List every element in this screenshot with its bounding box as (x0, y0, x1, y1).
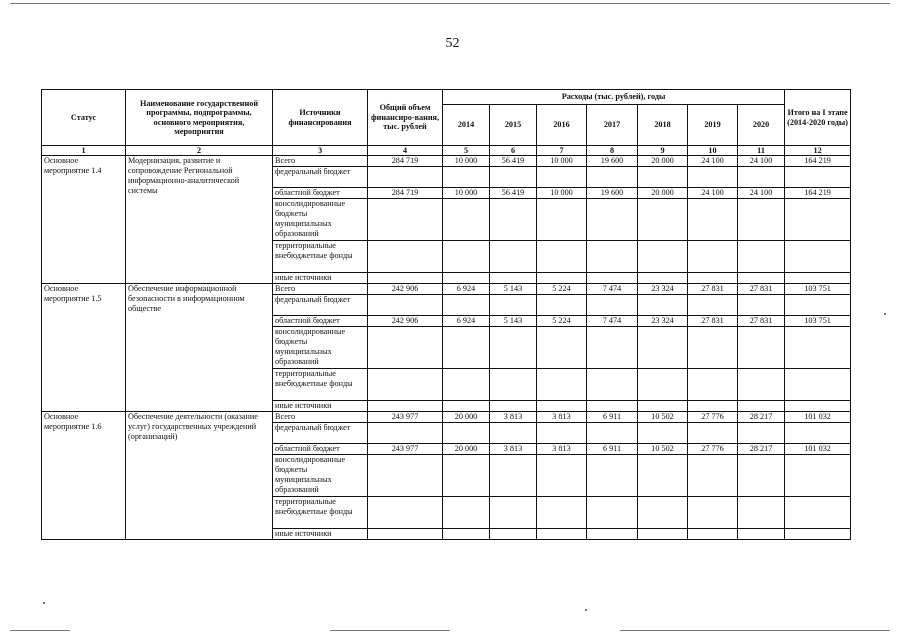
value-cell (537, 327, 587, 369)
value-cell: 27 776 (688, 412, 738, 423)
value-cell (688, 273, 738, 284)
value-cell (537, 167, 587, 188)
value-cell (738, 327, 785, 369)
value-cell (688, 369, 738, 401)
table-row (42, 284, 851, 295)
header-expenses: Расходы (тыс. рублей), годы (443, 90, 785, 105)
value-cell (587, 327, 638, 369)
value-cell (638, 369, 688, 401)
source-label: Всего (273, 284, 368, 295)
value-cell: 27 831 (688, 316, 738, 327)
value-cell (738, 401, 785, 412)
value-cell (738, 241, 785, 273)
value-cell (537, 529, 587, 540)
source-label: областной бюджет (273, 444, 368, 455)
value-cell: 101 032 (785, 444, 851, 455)
scan-speck (884, 313, 886, 315)
value-cell (537, 369, 587, 401)
value-cell (638, 273, 688, 284)
measure-status: Основное мероприятие 1.4 (42, 156, 126, 284)
value-cell (368, 295, 443, 316)
value-cell: 10 000 (443, 188, 490, 199)
column-number-row (42, 146, 851, 156)
value-cell (688, 199, 738, 241)
value-cell (368, 423, 443, 444)
source-label: областной бюджет (273, 316, 368, 327)
value-cell: 20 000 (638, 156, 688, 167)
header-name: Наименование государственной программы, подпрограммы, основного мероприятия, мероприятия (126, 90, 273, 146)
value-cell (537, 455, 587, 497)
value-cell (368, 241, 443, 273)
value-cell (587, 295, 638, 316)
value-cell: 27 831 (738, 316, 785, 327)
value-cell: 10 502 (638, 412, 688, 423)
column-number: 2 (126, 146, 273, 156)
value-cell: 3 813 (490, 444, 537, 455)
header-total-volume: Общий объем финансиро-вания, тыс. рублей (368, 90, 443, 146)
value-cell: 243 977 (368, 444, 443, 455)
value-cell (785, 295, 851, 316)
value-cell (490, 369, 537, 401)
value-cell (688, 241, 738, 273)
value-cell: 6 911 (587, 412, 638, 423)
bottom-scan-rule-left (10, 630, 70, 631)
value-cell (688, 497, 738, 529)
measure-name: Обеспечение деятельности (оказание услуг) государственных учреждений (организаций) (126, 412, 273, 540)
value-cell: 20 000 (638, 188, 688, 199)
source-label: областной бюджет (273, 188, 368, 199)
value-cell (587, 455, 638, 497)
value-cell (638, 401, 688, 412)
value-cell: 243 977 (368, 412, 443, 423)
value-cell (587, 167, 638, 188)
value-cell (638, 199, 688, 241)
value-cell (368, 455, 443, 497)
value-cell (587, 423, 638, 444)
column-number: 7 (537, 146, 587, 156)
scan-speck (585, 609, 587, 611)
value-cell: 284 719 (368, 156, 443, 167)
value-cell: 164 219 (785, 188, 851, 199)
value-cell (785, 529, 851, 540)
source-label: консолидированные бюджеты муниципальных образований (273, 455, 368, 497)
budget-table (41, 89, 851, 540)
measure-status: Основное мероприятие 1.6 (42, 412, 126, 540)
value-cell: 27 776 (688, 444, 738, 455)
value-cell (537, 295, 587, 316)
value-cell: 6 924 (443, 284, 490, 295)
value-cell: 284 719 (368, 188, 443, 199)
value-cell: 7 474 (587, 316, 638, 327)
header-sources: Источники финансирования (273, 90, 368, 146)
value-cell (688, 423, 738, 444)
value-cell (443, 167, 490, 188)
header-year: 2019 (688, 105, 738, 146)
value-cell (738, 167, 785, 188)
value-cell (443, 273, 490, 284)
value-cell (443, 497, 490, 529)
column-number: 1 (42, 146, 126, 156)
value-cell (638, 167, 688, 188)
value-cell (785, 273, 851, 284)
value-cell (537, 273, 587, 284)
source-label: территориальные внебюджетные фонды (273, 241, 368, 273)
table-row (42, 412, 851, 423)
value-cell: 10 000 (537, 156, 587, 167)
value-cell: 10 502 (638, 444, 688, 455)
value-cell (490, 167, 537, 188)
value-cell (738, 199, 785, 241)
value-cell (587, 529, 638, 540)
value-cell (738, 455, 785, 497)
value-cell (368, 167, 443, 188)
value-cell (490, 199, 537, 241)
column-number: 4 (368, 146, 443, 156)
bottom-scan-rule-mid (330, 630, 450, 631)
value-cell: 23 324 (638, 284, 688, 295)
source-label: иные источники (273, 273, 368, 284)
value-cell (368, 529, 443, 540)
value-cell (738, 423, 785, 444)
value-cell (638, 327, 688, 369)
value-cell: 7 474 (587, 284, 638, 295)
source-label: консолидированные бюджеты муниципальных образований (273, 327, 368, 369)
header-itogo: Итого на I этапе (2014-2020 годы) (785, 90, 851, 146)
value-cell (738, 369, 785, 401)
value-cell: 6 911 (587, 444, 638, 455)
value-cell: 164 219 (785, 156, 851, 167)
value-cell: 28 217 (738, 412, 785, 423)
value-cell (688, 295, 738, 316)
source-label: иные источники (273, 529, 368, 540)
value-cell (587, 199, 638, 241)
value-cell (638, 497, 688, 529)
value-cell (587, 497, 638, 529)
value-cell (443, 241, 490, 273)
value-cell (688, 327, 738, 369)
value-cell (638, 423, 688, 444)
column-number: 3 (273, 146, 368, 156)
value-cell (738, 295, 785, 316)
value-cell: 56 419 (490, 156, 537, 167)
value-cell (738, 273, 785, 284)
value-cell (785, 167, 851, 188)
value-cell (443, 529, 490, 540)
value-cell (638, 241, 688, 273)
bottom-scan-rule-right (620, 630, 890, 631)
value-cell: 24 100 (738, 188, 785, 199)
value-cell (490, 401, 537, 412)
value-cell (738, 529, 785, 540)
value-cell: 27 831 (738, 284, 785, 295)
value-cell: 103 751 (785, 284, 851, 295)
value-cell (368, 199, 443, 241)
value-cell: 24 100 (688, 188, 738, 199)
value-cell (490, 423, 537, 444)
source-label: федеральный бюджет (273, 167, 368, 188)
value-cell: 3 813 (490, 412, 537, 423)
value-cell (688, 529, 738, 540)
value-cell (443, 327, 490, 369)
value-cell: 24 100 (738, 156, 785, 167)
value-cell (738, 497, 785, 529)
value-cell (537, 241, 587, 273)
value-cell: 24 100 (688, 156, 738, 167)
value-cell: 5 143 (490, 316, 537, 327)
header-status: Статус (42, 90, 126, 146)
value-cell (443, 401, 490, 412)
value-cell (443, 369, 490, 401)
value-cell (368, 273, 443, 284)
value-cell (537, 401, 587, 412)
source-label: территориальные внебюджетные фонды (273, 497, 368, 529)
header-year: 2015 (490, 105, 537, 146)
value-cell: 10 000 (537, 188, 587, 199)
value-cell (785, 497, 851, 529)
value-cell: 19 600 (587, 156, 638, 167)
source-label: Всего (273, 412, 368, 423)
value-cell (587, 401, 638, 412)
header-year: 2016 (537, 105, 587, 146)
value-cell (785, 423, 851, 444)
header-year: 2017 (587, 105, 638, 146)
value-cell: 20 000 (443, 444, 490, 455)
value-cell: 3 813 (537, 444, 587, 455)
value-cell (785, 455, 851, 497)
value-cell (490, 295, 537, 316)
source-label: федеральный бюджет (273, 295, 368, 316)
header-row (42, 90, 851, 105)
value-cell: 10 000 (443, 156, 490, 167)
source-label: Всего (273, 156, 368, 167)
value-cell (587, 241, 638, 273)
value-cell: 101 032 (785, 412, 851, 423)
column-number: 6 (490, 146, 537, 156)
value-cell: 27 831 (688, 284, 738, 295)
value-cell: 103 751 (785, 316, 851, 327)
value-cell (785, 327, 851, 369)
value-cell (490, 455, 537, 497)
value-cell: 5 224 (537, 284, 587, 295)
value-cell (368, 497, 443, 529)
value-cell (785, 369, 851, 401)
value-cell (443, 199, 490, 241)
measure-name: Модернизация, развитие и сопровождение Региональной информационно-аналитической системы (126, 156, 273, 284)
source-label: территориальные внебюджетные фонды (273, 369, 368, 401)
value-cell: 242 906 (368, 316, 443, 327)
value-cell (443, 295, 490, 316)
value-cell (587, 369, 638, 401)
source-label: консолидированные бюджеты муниципальных образований (273, 199, 368, 241)
value-cell (587, 273, 638, 284)
value-cell (490, 529, 537, 540)
value-cell (638, 529, 688, 540)
value-cell: 23 324 (638, 316, 688, 327)
value-cell (537, 423, 587, 444)
value-cell: 242 906 (368, 284, 443, 295)
value-cell: 28 217 (738, 444, 785, 455)
top-scan-rule (10, 3, 890, 4)
column-number: 5 (443, 146, 490, 156)
value-cell (688, 455, 738, 497)
value-cell: 56 419 (490, 188, 537, 199)
value-cell (785, 199, 851, 241)
value-cell (490, 273, 537, 284)
value-cell (785, 241, 851, 273)
source-label: иные источники (273, 401, 368, 412)
value-cell: 5 224 (537, 316, 587, 327)
page-number: 52 (445, 36, 460, 51)
header-year: 2020 (738, 105, 785, 146)
value-cell (785, 401, 851, 412)
column-number: 10 (688, 146, 738, 156)
source-label: федеральный бюджет (273, 423, 368, 444)
value-cell: 5 143 (490, 284, 537, 295)
column-number: 9 (638, 146, 688, 156)
table-row (42, 156, 851, 167)
value-cell (688, 167, 738, 188)
value-cell (638, 455, 688, 497)
column-number: 12 (785, 146, 851, 156)
header-year: 2018 (638, 105, 688, 146)
header-year: 2014 (443, 105, 490, 146)
value-cell (368, 401, 443, 412)
value-cell (490, 241, 537, 273)
value-cell (490, 327, 537, 369)
value-cell: 6 924 (443, 316, 490, 327)
value-cell: 20 000 (443, 412, 490, 423)
measure-status: Основное мероприятие 1.5 (42, 284, 126, 412)
value-cell (490, 497, 537, 529)
column-number: 11 (738, 146, 785, 156)
value-cell (443, 423, 490, 444)
value-cell (368, 369, 443, 401)
value-cell: 19 600 (587, 188, 638, 199)
value-cell (443, 455, 490, 497)
measure-name: Обеспечение информационной безопасности в информационном обществе (126, 284, 273, 412)
value-cell: 3 813 (537, 412, 587, 423)
value-cell (638, 295, 688, 316)
column-number: 8 (587, 146, 638, 156)
scan-speck (43, 602, 45, 604)
value-cell (537, 199, 587, 241)
value-cell (688, 401, 738, 412)
value-cell (537, 497, 587, 529)
value-cell (368, 327, 443, 369)
